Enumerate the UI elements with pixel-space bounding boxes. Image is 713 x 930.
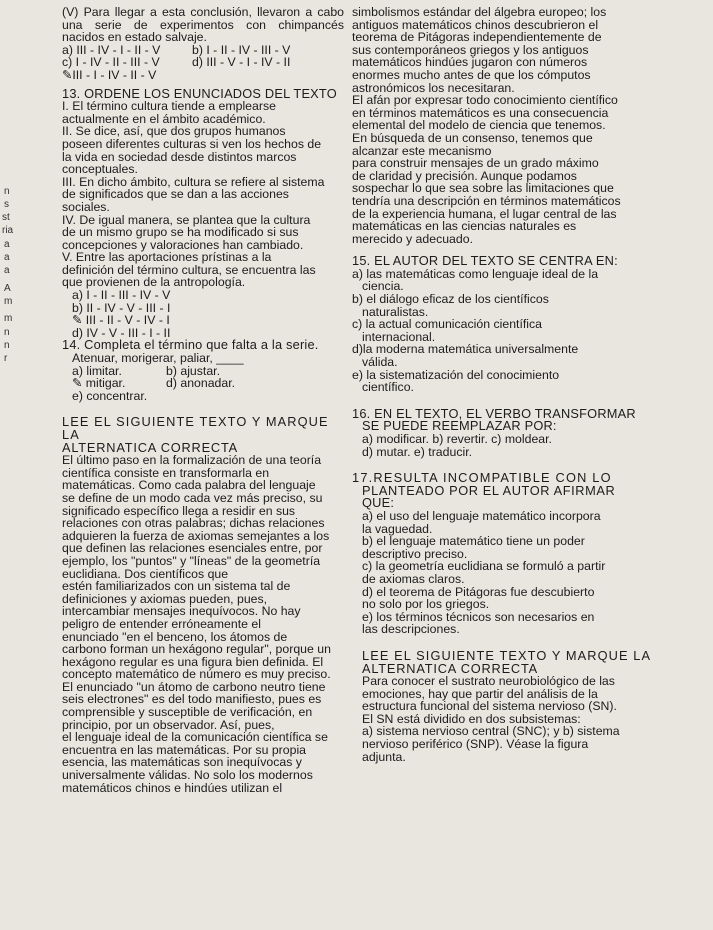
q15-option-line: d)la moderna matemática universalmente	[352, 342, 579, 357]
continuation-line: sospechar lo que sea sobre las limitaciones que	[352, 181, 614, 196]
continuation-line: sus contemporáneos griegos y los antiguos	[352, 42, 589, 57]
intro-sentence: (V) Para llegar a esta conclusión, llevaron a cabo una serie de experimentos con chimpancés nacidos en estado salvaje.	[62, 5, 344, 45]
q17-option-line: a) el uso del lenguaje matemático incorpora	[362, 508, 601, 523]
q17-option-line: e) los términos técnicos son necesarios en	[362, 609, 595, 624]
q17-option-line: d) el teorema de Pitágoras fue descubierto	[362, 584, 595, 599]
q12-option-a: a) III - IV - I - II - V	[62, 42, 161, 57]
q13-line: de significados que se dan a las acciones	[62, 187, 289, 202]
passage-line: euclidiana. Dos científicos que	[62, 566, 229, 581]
continuation-line: astronómicos los necesitaran.	[352, 80, 515, 95]
answer-mark-icon: ✎	[72, 313, 83, 328]
passage-line: a) sistema nervioso central (SNC); y b) sistema	[362, 724, 620, 739]
reading-instruction-title: LEE EL SIGUIENTE TEXTO Y MARQUE LA	[62, 414, 329, 442]
edge-mark: n	[4, 327, 10, 338]
q13-option-a: a) I - II - III - IV - V	[72, 288, 171, 303]
passage-line: carbono forman un hexágono regular", porque un	[62, 642, 331, 657]
passage-line: concepto matemático de número es muy preciso.	[62, 667, 331, 682]
q16-options-row1: a) modificar. b) revertir. c) moldear.	[362, 432, 552, 446]
edge-mark: n	[4, 340, 10, 351]
passage-line: El último paso en la formalización de una teoría	[62, 453, 322, 468]
q13-line: de un mismo grupo se ha modificado si sus	[62, 225, 299, 240]
q15-option-line: c) la actual comunicación científica	[352, 317, 543, 332]
q15-option-line: ciencia.	[362, 279, 404, 294]
continuation-line: teorema de Pitágoras independientemente de	[352, 30, 602, 45]
passage-line: el lenguaje ideal de la comunicación científica se	[62, 730, 328, 745]
q17-option-line: descriptivo preciso.	[362, 546, 468, 561]
q14-option-b: b) ajustar.	[166, 363, 220, 378]
passage-line: enunciado "en el benceno, los átomos de	[62, 629, 288, 644]
continuation-line: enormes mucho antes de que los cómputos	[352, 67, 591, 82]
passage-line: principio, por un observador. Así, pues,	[62, 717, 275, 732]
passage-line: universalmente válidas. No solo los modernos	[62, 768, 313, 783]
continuation-line: antiguos matemáticos chinos descubrieron el	[352, 17, 599, 32]
q17-option-line: b) el lenguaje matemático tiene un poder	[362, 534, 585, 549]
q14-option-e: e) concentrar.	[72, 388, 148, 403]
q17-title-cont: PLANTEADO POR EL AUTOR AFIRMAR	[362, 482, 616, 498]
continuation-line: de claridad y precisión. Aunque podamos	[352, 168, 577, 183]
answer-mark-icon: ✎	[62, 67, 73, 82]
passage-line: matemáticos chinos e hindúes utilizan el	[62, 780, 283, 795]
passage-line: El enunciado "un átomo de carbono neutro tiene	[62, 679, 326, 694]
left-column	[62, 6, 344, 794]
q12-option-e: ✎III - I - IV - II - V	[62, 67, 157, 82]
passage-line: adquieren la fuerza de axiomas semejantes a los	[62, 528, 330, 543]
q15-option-line: válida.	[362, 355, 398, 370]
reading-instruction-title: LEE EL SIGUIENTE TEXTO Y MARQUE LA	[362, 647, 652, 663]
q13-line: sociales.	[62, 199, 110, 214]
continuation-line: en términos matemáticos es una consecuencia	[352, 105, 609, 120]
q15-option-line: e) la sistematización del conocimiento	[352, 367, 560, 382]
q17-option-line: de axiomas claros.	[362, 571, 465, 586]
continuation-line: para construir mensajes de un grado máximo	[352, 156, 599, 171]
passage-line: comprensible y susceptible de verificación, en	[62, 705, 313, 720]
continuation-line: de la experiencia humana, el lugar central de las	[352, 206, 617, 221]
q15-option-line: a) las matemáticas como lenguaje ideal de la	[352, 266, 599, 281]
passage-line: nervioso periférico (SNP). Véase la figura	[362, 737, 589, 752]
reading-passage	[62, 454, 344, 794]
q14-option-d: d) anonadar.	[166, 376, 236, 391]
q12-option-b: b) I - II - IV - III - V	[192, 42, 291, 57]
q17-option-line: c) la geometría euclidiana se formuló a partir	[362, 559, 606, 574]
q17-option-line: no solo por los griegos.	[362, 597, 490, 612]
passage-line: se define de un modo cada vez más preciso, su	[62, 490, 323, 505]
passage-line: significado específico llega a residir en sus	[62, 503, 296, 518]
q16-title-cont: SE PUEDE REEMPLAZAR POR:	[362, 418, 557, 434]
passage-line: científica consiste en transformarla en	[62, 465, 270, 480]
q15-option-line: internacional.	[362, 329, 436, 344]
q13-line: V. Entre las aportaciones prístinas a la	[62, 250, 272, 265]
q13-title: 13. ORDENE LOS ENUNCIADOS DEL TEXTO	[62, 85, 337, 101]
passage-line: intercambiar mensajes inequívocos. No hay	[62, 604, 301, 619]
passage-line: encuentra en las matemáticas. Por su propia	[62, 742, 307, 757]
passage-line: matemáticas. Como cada palabra del lenguaje	[62, 478, 316, 493]
q13-line: poseen diferentes culturas si ven los hechos de	[62, 136, 322, 151]
passage-line: peligro de entender erróneamente el	[62, 616, 261, 631]
q13-line: I. El término cultura tiende a emplearse	[62, 99, 276, 114]
continuation-line: alcanzar este mecanismo	[352, 143, 492, 158]
edge-mark: a	[4, 252, 10, 263]
edge-mark: n	[4, 186, 10, 197]
q16-title: 16. EN EL TEXTO, EL VERBO TRANSFORMAR	[352, 405, 636, 421]
q12-option-d: d) III - V - I - IV - II	[192, 55, 291, 70]
passage-line: emociones, hay que partir del análisis de la	[362, 686, 598, 701]
edge-mark: st	[2, 212, 10, 223]
continuation-line: El afán por expresar todo conocimiento científico	[352, 93, 618, 108]
q13-line: II. Se dice, así, que dos grupos humanos	[62, 124, 286, 139]
edge-mark: A	[4, 283, 11, 294]
q14-title: 14. Completa el término que falta a la serie.	[62, 337, 319, 353]
passage-line: estructura funcional del sistema nervioso (SN).	[362, 699, 617, 714]
q13-line: que provienen de la antropología.	[62, 275, 246, 290]
reading-instruction-subtitle: ALTERNATICA CORRECTA	[62, 439, 238, 455]
edge-mark: s	[4, 199, 9, 210]
q16-options-row2: d) mutar. e) traducir.	[362, 444, 473, 459]
continuation-line: tendría una descripción en términos matemáticos	[352, 193, 621, 208]
passage-line: estén familiarizados con un sistema tal de	[62, 579, 291, 594]
passage-line: que definen las relaciones esenciales entre, por	[62, 541, 323, 556]
continuation-line: matemáticos hindúes jugaron con números	[352, 55, 588, 70]
q15-option-line: b) el diálogo eficaz de los científicos	[352, 292, 549, 307]
left-edge-fragments	[0, 0, 60, 930]
edge-mark: a	[4, 239, 10, 250]
continuation-line: matemáticas en las ciencias naturales es	[352, 219, 577, 234]
q13-line: concepciones y valoraciones han cambiado.	[62, 237, 304, 252]
q15-option-line: científico.	[362, 380, 414, 395]
right-column	[352, 6, 707, 763]
passage-line: relaciones con otras palabras; dichas relaciones	[62, 516, 325, 531]
q17-title-cont: QUE:	[362, 495, 395, 511]
q13-option-c: ✎ III - II - V - IV - I	[72, 313, 170, 328]
edge-mark: m	[4, 313, 13, 324]
passage-line: definiciones y axiomas pueden, pues,	[62, 591, 268, 606]
q13-line: la vida en sociedad desde distintos marcos	[62, 149, 297, 164]
q17-option-line: las descripciones.	[362, 622, 460, 637]
q12-option-c: c) I - IV - II - III - V	[62, 55, 160, 70]
passage-line: esencia, las matemáticas son inequívocas y	[62, 755, 302, 770]
q14-option-a: a) limitar.	[72, 363, 122, 378]
q13-line: actualmente en el ámbito académico.	[62, 111, 266, 126]
passage-line: seis electrones" es del todo manifiesto, pues es	[62, 692, 322, 707]
passage-line: adjunta.	[362, 749, 406, 764]
reading-passage-2	[352, 675, 707, 763]
continuation-line: En búsqueda de un consenso, tenemos que	[352, 130, 593, 145]
continuation-line: simbolismos estándar del álgebra europeo; los	[352, 5, 607, 19]
q17-option-line: la vaguedad.	[362, 521, 433, 536]
edge-mark: a	[4, 265, 10, 276]
q13-line: III. En dicho ámbito, cultura se refiere al sistema	[62, 174, 325, 189]
q13-option-d: d) IV - V - III - I - II	[72, 325, 171, 340]
continuation-line: elemental del modelo de ciencia que tenemos.	[352, 118, 606, 133]
q13-line: IV. De igual manera, se plantea que la cultura	[62, 212, 311, 227]
edge-mark: ria	[2, 225, 14, 236]
passage-line: ejemplo, los "puntos" y "líneas" de la geometría	[62, 553, 321, 568]
q17-title: 17.RESULTA INCOMPATIBLE CON LO	[352, 470, 612, 486]
q14-option-c: ✎ mitigar.	[72, 376, 126, 391]
q13-line: definición del término cultura, se encuentra las	[62, 262, 316, 277]
q14-options-row2	[62, 377, 344, 390]
edge-mark: m	[4, 296, 13, 307]
q15-title: 15. EL AUTOR DEL TEXTO SE CENTRA EN:	[352, 253, 618, 269]
passage-line: Para conocer el sustrato neurobiológico de las	[362, 674, 615, 689]
reading-instruction-subtitle: ALTERNATICA CORRECTA	[362, 660, 538, 676]
q14-series: Atenuar, morigerar, paliar, ____	[72, 351, 244, 366]
passage-line: El SN está dividido en dos subsistemas:	[362, 711, 581, 726]
q15-option-line: naturalistas.	[362, 304, 429, 319]
edge-mark: r	[4, 353, 8, 364]
q13-line: conceptuales.	[62, 162, 138, 177]
passage-line: hexágono regular es una figura bien definida. El	[62, 654, 324, 669]
continuation-line: merecido y adecuado.	[352, 231, 473, 246]
answer-mark-icon: ✎	[72, 376, 83, 391]
q13-option-b: b) II - IV - V - III - I	[72, 300, 171, 315]
